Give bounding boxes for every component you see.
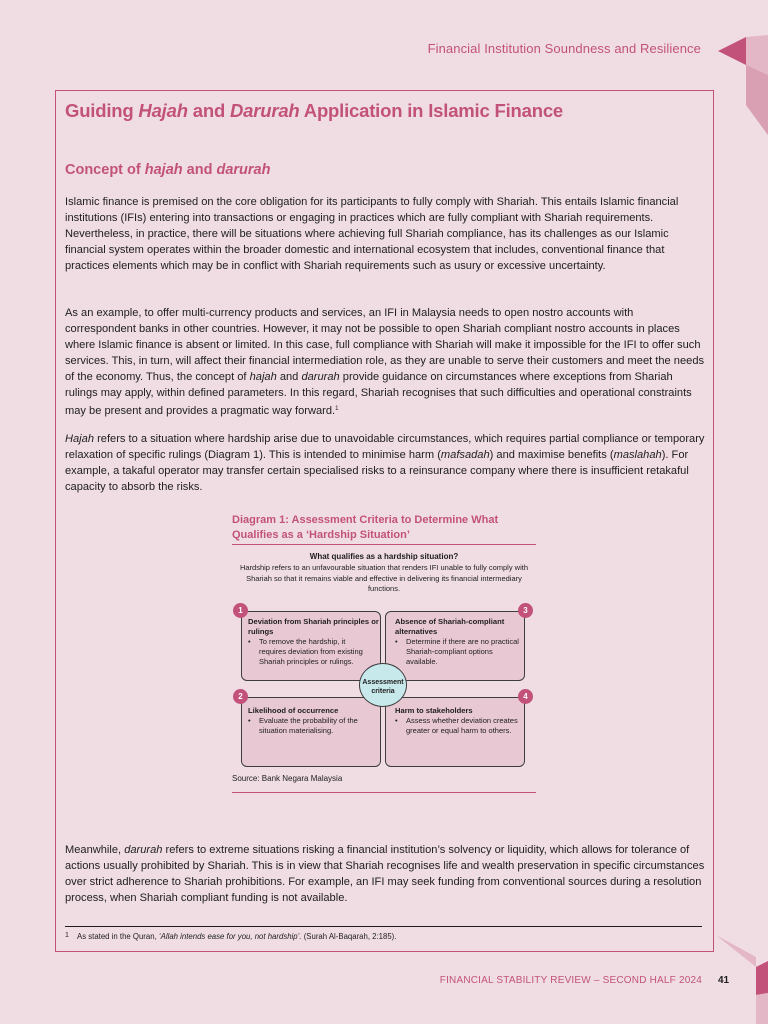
footnote-ref[interactable]: 1 — [335, 406, 339, 412]
criteria-number-4: 4 — [518, 689, 533, 704]
criteria-number-2: 2 — [233, 689, 248, 704]
paragraph-1: Islamic finance is premised on the core obligation for its participants to fully comply with Shariah. This entails Islamic financial institutions (IFIs) entering into transactions or engaging in practices which are fully compliant with Shariah requirements. Nevertheless, in practice, there will be situations where achieving full Shariah compliance, has its challenges as our Islamic financial system operates within the broader domestic and international ecosystem that includes, conventional finance that practices elements which may be in conflict with Shariah requirements such as usury or excessive uncertainty. — [65, 196, 679, 272]
criteria-bullet-3: • Determine if there are no practical Shariah-compliant options available. — [395, 637, 520, 667]
criteria-number-3: 3 — [518, 603, 533, 618]
paragraph-4: Meanwhile, darurah refers to extreme situations risking a financial institution’s solvency or liquidity, which allows for tolerance of actions usually prohibited by Shariah. This is in view that Shariah recognises life and wealth preservation in specific circumstances over strict adherence to Shariah prohibitions. For example, an IFI may seek funding from conventional sources during a resolution process, when Shariah compliant funding is not available. — [65, 844, 705, 904]
criteria-title-4: Harm to stakeholders — [395, 706, 473, 715]
criteria-title-3: Absence of Shariah-compliant alternatives — [395, 617, 505, 636]
criteria-title-2: Likelihood of occurrence — [248, 706, 339, 715]
criteria-bullet-2: • Evaluate the probability of the situation materialising. — [248, 716, 373, 736]
criteria-bullet-1: • To remove the hardship, it requires deviation from existing Shariah principles or rulings. — [248, 637, 373, 667]
diagram-bottom-rule — [232, 792, 536, 793]
page-title: Guiding Hajah and Darurah Application in Islamic Finance — [65, 100, 564, 121]
diagram-title: Diagram 1: Assessment Criteria to Determine What Qualifies as a ‘Hardship Situation’ — [232, 514, 499, 541]
diagram-top-rule — [232, 544, 536, 545]
footnote-text: As stated in the Quran, ‘Allah intends ease for you, not hardship’. (Surah Al-Baqarah, 2:185). — [77, 932, 397, 941]
criteria-bullet-4: • Assess whether deviation creates greater or equal harm to others. — [395, 716, 520, 736]
diagram-source: Source: Bank Negara Malaysia — [232, 774, 343, 783]
footnote-rule — [65, 926, 702, 927]
diagram-description: Hardship refers to an unfavourable situation that renders IFI unable to fully comply with Shariah so that it remains viable and effective in delivering its financial intermediary functions. — [239, 563, 529, 593]
paragraph-2: As an example, to offer multi-currency products and services, an IFI in Malaysia needs to open nostro accounts with correspondent banks in other countries. However, it may not be possible to open Shariah compliant nostro accounts in places where Islamic finance is absent or limited. In this case, full compliance with Shariah will make it impossible for the IFI to offer such services. This, in turn, will affect their financial intermediation role, as they are unable to serve their customers and meet the needs of the economy. Thus, the concept of hajah and darurah provide guidance on circumstances where exceptions from Shariah rulings may apply, within defined parameters. In this regard, Shariah recognises that such difficulties and operational constraints may be present and provides a pragmatic way forward.$^1$ — [65, 307, 705, 417]
criteria-title-1: Deviation from Shariah principles or rulings — [248, 617, 379, 636]
diagram-question: What qualifies as a hardship situation? — [309, 552, 459, 561]
assessment-criteria-label: Assessment criteria — [362, 679, 404, 695]
paragraph-3: Hajah refers to a situation where hardship arise due to unavoidable circumstances, which requires partial compliance or temporary relaxation of specific rulings (Diagram 1). This is intended to minimise harm (mafsadah) and maximise benefits (maslahah). For example, a takaful operator may transfer certain specialised risks to a reinsurance company where there is insufficient retakaful capacity to absorb the risks. — [65, 433, 705, 493]
footnote-number: 1 — [65, 932, 69, 939]
section-heading: Concept of hajah and darurah — [65, 162, 271, 178]
publication-title: FINANCIAL STABILITY REVIEW – SECOND HALF 2024 — [439, 975, 702, 986]
section-title: Financial Institution Soundness and Resilience — [427, 41, 701, 56]
criteria-number-1: 1 — [233, 603, 248, 618]
page-number: 41 — [718, 975, 730, 986]
corner-decoration-top — [714, 35, 768, 135]
